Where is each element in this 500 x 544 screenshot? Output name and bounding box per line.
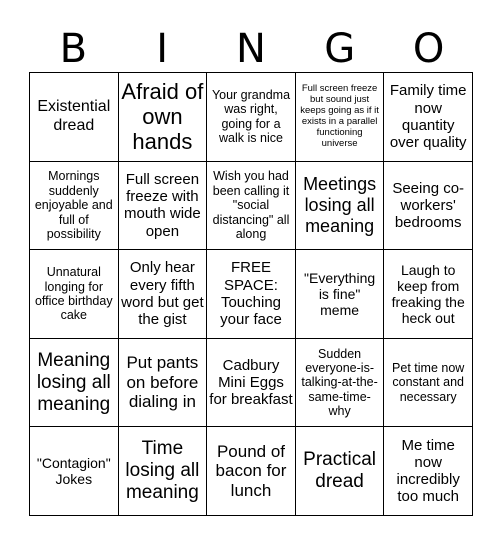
- header-letter-o: O: [412, 26, 445, 72]
- bingo-cell[interactable]: Seeing co-workers' bedrooms: [384, 162, 473, 251]
- header-letter-g: G: [324, 26, 356, 72]
- bingo-cell[interactable]: Laugh to keep from freaking the heck out: [384, 250, 473, 339]
- bingo-cell[interactable]: Meaning losing all meaning: [30, 339, 119, 428]
- bingo-cell[interactable]: Pet time now constant and necessary: [384, 339, 473, 428]
- bingo-cell[interactable]: "Contagion" Jokes: [30, 427, 119, 516]
- bingo-header: [29, 26, 473, 72]
- bingo-cell[interactable]: Sudden everyone-is-talking-at-the-same-time-why: [296, 339, 385, 428]
- bingo-cell[interactable]: Cadbury Mini Eggs for breakfast: [207, 339, 296, 428]
- bingo-cell[interactable]: Family time now quantity over quality: [384, 73, 473, 162]
- bingo-cell[interactable]: Practical dread: [296, 427, 385, 516]
- bingo-cell[interactable]: Me time now incredibly too much: [384, 427, 473, 516]
- header-letter-b: B: [59, 26, 88, 72]
- free-space-cell[interactable]: FREE SPACE: Touching your face: [207, 250, 296, 339]
- bingo-cell[interactable]: Wish you had been calling it "social distancing" all along: [207, 162, 296, 251]
- bingo-cell[interactable]: Meetings losing all meaning: [296, 162, 385, 251]
- bingo-cell[interactable]: Your grandma was right, going for a walk is nice: [207, 73, 296, 162]
- header-letter-i: I: [156, 26, 169, 72]
- header-letter-n: N: [236, 26, 266, 72]
- bingo-cell[interactable]: Time losing all meaning: [119, 427, 208, 516]
- bingo-cell[interactable]: Unnatural longing for office birthday cake: [30, 250, 119, 339]
- bingo-board: [29, 72, 473, 516]
- bingo-cell[interactable]: Full screen freeze but sound just keeps going as if it exists in a parallel functioning universe: [296, 73, 385, 162]
- bingo-cell[interactable]: Existential dread: [30, 73, 119, 162]
- bingo-cell[interactable]: Put pants on before dialing in: [119, 339, 208, 428]
- bingo-cell[interactable]: Full screen freeze with mouth wide open: [119, 162, 208, 251]
- bingo-cell[interactable]: Pound of bacon for lunch: [207, 427, 296, 516]
- bingo-cell[interactable]: Only hear every fifth word but get the gist: [119, 250, 208, 339]
- bingo-cell[interactable]: Afraid of own hands: [119, 73, 208, 162]
- bingo-cell[interactable]: "Everything is fine" meme: [296, 250, 385, 339]
- bingo-cell[interactable]: Mornings suddenly enjoyable and full of possibility: [30, 162, 119, 251]
